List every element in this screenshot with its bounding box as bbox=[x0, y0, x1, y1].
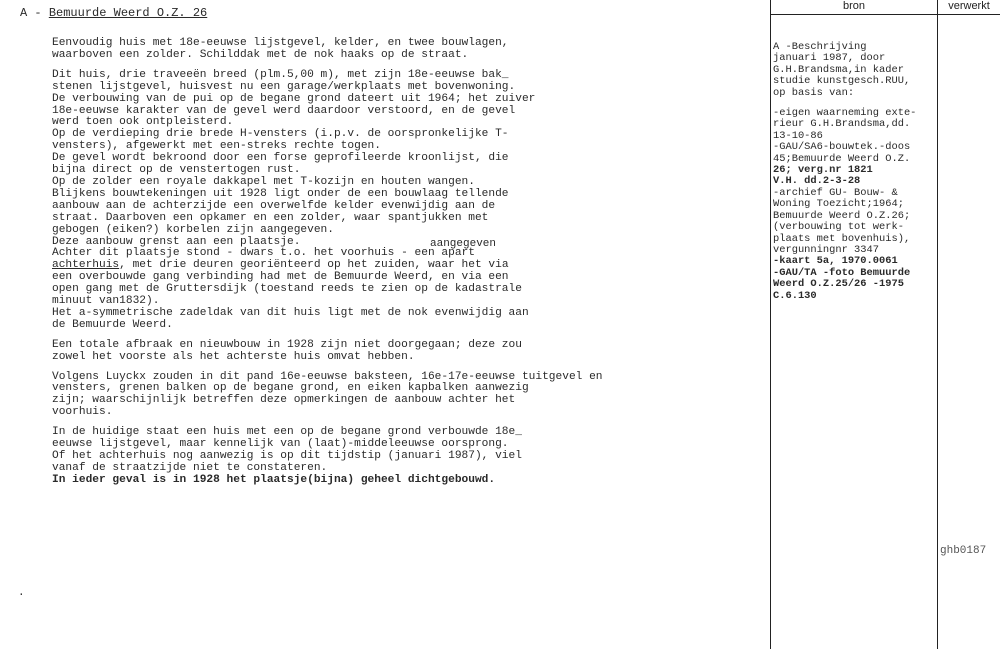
text-line: Het a-symmetrische zadeldak van dit huis ligt met de nok evenwijdig aan bbox=[52, 306, 529, 319]
source-description bbox=[773, 42, 938, 99]
text-line: Volgens Luyckx zouden in dit pand 16e-eeuwse baksteen, 16e-17e-eeuwse tuitgevel en bbox=[52, 370, 603, 383]
text-line: open gang met de Gruttersdijk (toestand reeds te zien op de kadastrale bbox=[52, 283, 522, 296]
text-line: Dit huis, drie traveeën breed (plm.5,00 m), met zijn 18e-eeuwse bak_ bbox=[52, 68, 509, 81]
text-line: werd toen ook ontpleisterd. bbox=[52, 116, 234, 129]
text-line: Deze aanbouw grenst aan een plaatsje. bbox=[52, 235, 301, 248]
title-prefix: A - bbox=[20, 6, 49, 20]
source-line-bold: 26; verg.nr 1821 bbox=[773, 164, 873, 177]
source-line: 45;Bemuurde Weerd O.Z. bbox=[773, 152, 911, 165]
source-line: -GAU/SA6-bouwtek.-doos bbox=[773, 141, 911, 154]
source-line: A -Beschrijving bbox=[773, 41, 867, 53]
paragraph-conclusion bbox=[52, 427, 752, 487]
text-line: vanaf de straatzijde niet te constateren. bbox=[52, 461, 328, 474]
document-title bbox=[20, 6, 207, 20]
column-divider-left bbox=[770, 0, 771, 649]
text-line: een overbouwde gang verbinding had met de Bemuurde Weerd, en via een bbox=[52, 271, 509, 284]
text-line: 18e-eeuwse karakter van de gevel werd daardoor verstoord, en de gevel bbox=[52, 104, 516, 117]
stray-dot: . bbox=[18, 587, 25, 599]
source-column bbox=[773, 42, 938, 302]
source-line: 13-10-86 bbox=[773, 129, 823, 142]
text-line: minuut van1832). bbox=[52, 295, 160, 308]
text-line: De verbouwing van de pui op de begane grond dateert uit 1964; het zuiver bbox=[52, 92, 536, 105]
source-line: (verbouwing tot werk- bbox=[773, 221, 904, 234]
source-line-bold: -GAU/TA -foto Bemuurde bbox=[773, 266, 911, 279]
paragraph-luyckx bbox=[52, 372, 752, 420]
text-line: Blijkens bouwtekeningen uit 1928 ligt onder de een bouwlaag tellende bbox=[52, 187, 509, 200]
text-line: bijna direct op de venstertogen rust. bbox=[52, 164, 301, 177]
source-line: Bemuurde Weerd O.Z.26; bbox=[773, 209, 911, 222]
source-line: studie kunstgesch.RUU, bbox=[773, 75, 911, 88]
bold-conclusion-line: In ieder geval is in 1928 het plaatsje(bijna) geheel dichtgebouwd. bbox=[52, 473, 496, 486]
source-observation bbox=[773, 108, 938, 302]
text-line: Op de verdieping drie brede H-vensters (i.p.v. de oorspronkelijke T- bbox=[52, 128, 509, 141]
achterhuis-line-start: Achter dit plaatsje stond - dwars t.o. het voorhuis - een apart bbox=[52, 247, 475, 260]
header-rule bbox=[770, 14, 1000, 15]
text-line: de Bemuurde Weerd. bbox=[52, 318, 173, 331]
source-line: -archief GU- Bouw- & bbox=[773, 186, 898, 199]
source-line: rieur G.H.Brandsma,dd. bbox=[773, 118, 911, 131]
paragraph-intro bbox=[52, 38, 752, 62]
source-line-bold: Weerd O.Z.25/26 -1975 bbox=[773, 278, 904, 291]
text-line: zowel het voorste als het achterste huis omvat hebben. bbox=[52, 350, 415, 363]
source-line: G.H.Brandsma,in kader bbox=[773, 63, 904, 76]
column-header-verwerkt: verwerkt bbox=[948, 0, 990, 12]
file-code: ghb0187 bbox=[940, 545, 987, 557]
title-address: Bemuurde Weerd O.Z. 26 bbox=[48, 6, 208, 20]
text-line: straat. Daarboven een opkamer en een zolder, waar spantjukken met bbox=[52, 211, 489, 224]
text-line: waarboven een zolder. Schilddak met de nok haaks op de straat. bbox=[52, 48, 469, 61]
achterhuis-line-rest: , met drie deuren georiënteerd op het zuiden, waar het via bbox=[119, 259, 509, 272]
underlined-word: achterhuis bbox=[52, 259, 120, 272]
source-line-bold: C.6.130 bbox=[773, 289, 817, 302]
paragraph-afbraak bbox=[52, 340, 752, 364]
text-line: De gevel wordt bekroond door een forse geprofileerde kroonlijst, die bbox=[52, 152, 509, 165]
source-line-bold: V.H. dd.2-3-28 bbox=[773, 175, 861, 188]
paragraph-description bbox=[52, 70, 752, 249]
text-line: stenen lijstgevel, huisvest nu een garage/werkplaats met bovenwoning. bbox=[52, 80, 516, 93]
source-line: januari 1987, door bbox=[773, 52, 886, 65]
text-line: Op de zolder een royale dakkapel met T-kozijn en houten wangen. bbox=[52, 175, 475, 188]
source-line: op basis van: bbox=[773, 86, 855, 99]
source-line-bold: -kaart 5a, 1970.0061 bbox=[773, 255, 898, 268]
column-header-bron: bron bbox=[842, 0, 866, 12]
text-line: aanbouw aan de achterzijde een overwelfde kelder evenwijdig aan de bbox=[52, 199, 496, 212]
text-line: In de huidige staat een huis met een op de begane grond verbouwde 18e_ bbox=[52, 426, 522, 439]
text-line: voorhuis. bbox=[52, 406, 113, 419]
text-line: vensters), afgewerkt met een-streks rechte togen. bbox=[52, 140, 381, 153]
text-line: gebogen (eiken?) korbelen zijn aangegeven. bbox=[52, 223, 334, 236]
text-line: Een totale afbraak en nieuwbouw in 1928 zijn niet doorgegaan; deze zou bbox=[52, 338, 522, 351]
text-line: zijn; waarschijnlijk betreffen deze opmerkingen de aanbouw achter het bbox=[52, 394, 516, 407]
source-line: -eigen waarneming exte- bbox=[773, 107, 917, 120]
source-line: Woning Toezicht;1964; bbox=[773, 198, 904, 211]
text-line: vensters, grenen balken op de begane grond, en eiken kapbalken aanwezig bbox=[52, 382, 529, 395]
text-line: Eenvoudig huis met 18e-eeuwse lijstgevel, kelder, en twee bouwlagen, bbox=[52, 37, 509, 49]
description-body bbox=[52, 38, 752, 495]
source-line: vergunningnr 3347 bbox=[773, 243, 880, 256]
text-line: eeuwse lijstgevel, maar kennelijk van (laat)-middeleeuwse oorsprong. bbox=[52, 438, 509, 451]
handwritten-insert: aangegeven bbox=[430, 238, 497, 251]
source-line: plaats met bovenhuis), bbox=[773, 232, 911, 245]
text-line: Of het achterhuis nog aanwezig is op dit tijdstip (januari 1987), viel bbox=[52, 450, 522, 462]
